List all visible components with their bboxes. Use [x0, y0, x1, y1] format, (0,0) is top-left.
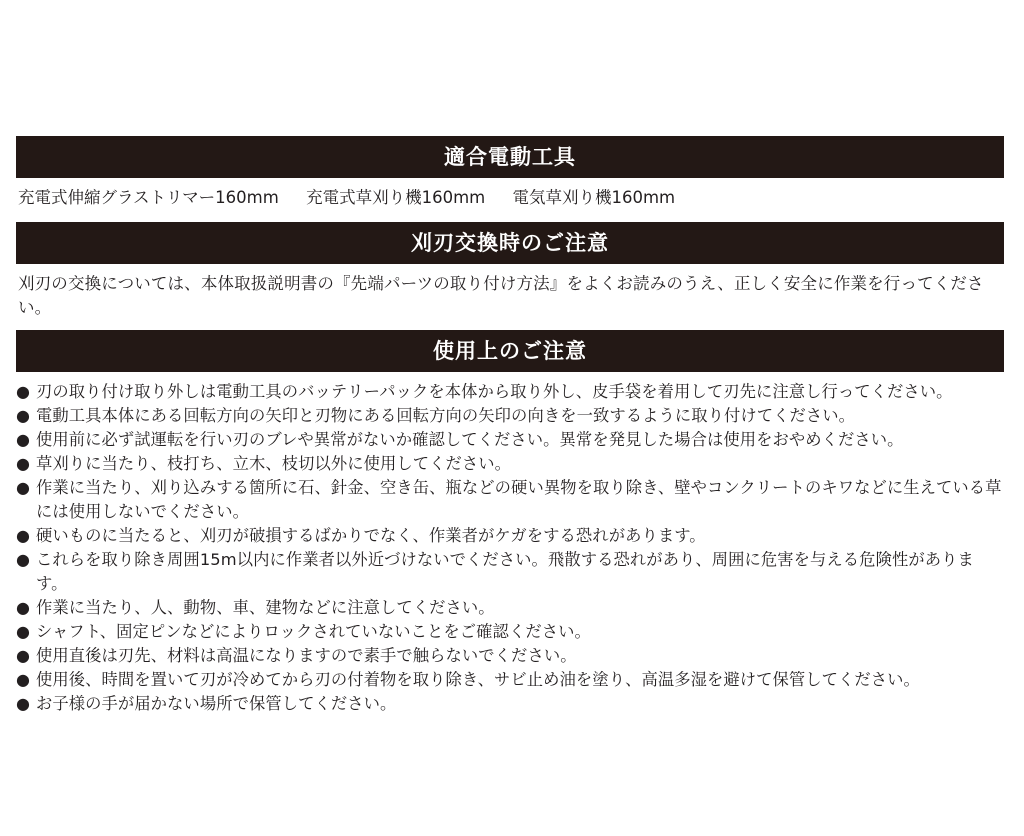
bullet-icon: ● — [16, 622, 31, 641]
usage-note — [16, 644, 1004, 668]
instruction-sheet — [16, 136, 1004, 716]
usage-note-text: 使用直後は刃先、材料は高温になりますので素手で触らないでください。 — [36, 646, 577, 665]
bullet-icon: ● — [16, 478, 31, 497]
blade-change-text: 刈刃の交換については、本体取扱説明書の『先端パーツの取り付け方法』をよくお読みのうえ、正しく安全に作業を行ってください。 — [18, 274, 984, 317]
usage-note-text: 使用後、時間を置いて刃が冷めてから刃の付着物を取り除き、サビ止め油を塗り、高温多湿を避けて保管してください。 — [36, 670, 920, 689]
bullet-icon: ● — [16, 646, 31, 665]
bullet-icon: ● — [16, 454, 31, 473]
compatible-tool-item: 電気草刈り機160mm — [512, 188, 676, 207]
usage-note-text: 硬いものに当たると、刈刃が破損するばかりでなく、作業者がケガをする恐れがあります。 — [36, 526, 706, 545]
usage-note-text: 作業に当たり、刈り込みする箇所に石、針金、空き缶、瓶などの硬い異物を取り除き、壁やコンクリートのキワなどに生えている草には使用しないでください。 — [36, 478, 1002, 521]
usage-note — [16, 620, 1004, 644]
bullet-icon: ● — [16, 406, 31, 425]
usage-note — [16, 548, 1004, 596]
usage-note-text: 作業に当たり、人、動物、車、建物などに注意してください。 — [36, 598, 495, 617]
compatible-tool-item: 充電式草刈り機160mm — [306, 188, 486, 207]
usage-note-text: 電動工具本体にある回転方向の矢印と刃物にある回転方向の矢印の向きを一致するように取り付けてください。 — [36, 406, 856, 425]
usage-note — [16, 476, 1004, 524]
bullet-icon: ● — [16, 526, 31, 545]
usage-notes-list — [16, 380, 1004, 716]
compatible-tools-list — [18, 185, 1004, 211]
usage-note-text: 草刈りに当たり、枝打ち、立木、枝切以外に使用してください。 — [36, 454, 512, 473]
usage-note-text: これらを取り除き周囲15m以内に作業者以外近づけないでください。飛散する恐れがあり、周囲に危害を与える危険性があります。 — [36, 550, 974, 593]
bullet-icon: ● — [16, 550, 31, 569]
bullet-icon: ● — [16, 382, 31, 401]
bullet-icon: ● — [16, 430, 31, 449]
compatible-tools-header: 適合電動工具 — [16, 136, 1004, 178]
usage-note — [16, 596, 1004, 620]
usage-note-text: お子様の手が届かない場所で保管してください。 — [36, 694, 397, 713]
usage-notes-header: 使用上のご注意 — [16, 330, 1004, 372]
usage-note — [16, 428, 1004, 452]
usage-note — [16, 668, 1004, 692]
usage-note — [16, 404, 1004, 428]
usage-note — [16, 452, 1004, 476]
bullet-icon: ● — [16, 598, 31, 617]
blade-change-header: 刈刃交換時のご注意 — [16, 222, 1004, 264]
usage-note — [16, 692, 1004, 716]
usage-note-text: シャフト、固定ピンなどによりロックされていないことをご確認ください。 — [36, 622, 591, 641]
compatible-tool-item: 充電式伸縮グラストリマー160mm — [18, 188, 279, 207]
usage-note-text: 刃の取り付け取り外しは電動工具のバッテリーパックを本体から取り外し、皮手袋を着用して刃先に注意し行ってください。 — [36, 382, 953, 401]
usage-note — [16, 380, 1004, 404]
bullet-icon: ● — [16, 694, 31, 713]
usage-note — [16, 524, 1004, 548]
bullet-icon: ● — [16, 670, 31, 689]
usage-note-text: 使用前に必ず試運転を行い刃のブレや異常がないか確認してください。異常を発見した場合は使用をおやめください。 — [36, 430, 904, 449]
